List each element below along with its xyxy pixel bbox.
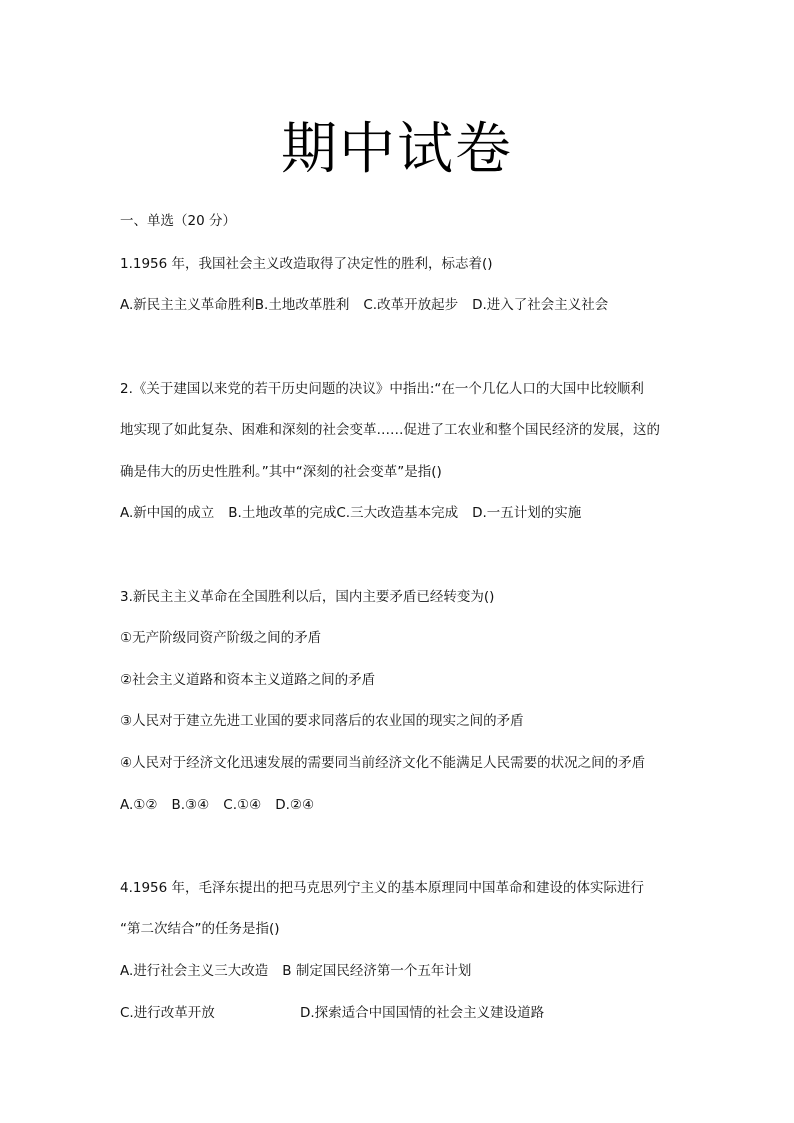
- q2-stem-line-2: 地实现了如此复杂、困难和深刻的社会变革……促进了工农业和整个国民经济的发展，这的: [120, 422, 660, 438]
- q3-item-1: ①无产阶级同资产阶级之间的矛盾: [120, 630, 322, 646]
- q3-option-a[interactable]: A.①②: [120, 797, 158, 813]
- q4-stem-line-2: “第二次结合”的任务是指(): [120, 921, 280, 937]
- q2-option-c[interactable]: C.三大改造基本完成: [336, 505, 459, 521]
- q4-option-a[interactable]: A.进行社会主义三大改造: [120, 963, 269, 979]
- q4-stem-line-1: 4.1956 年，毛泽东提出的把马克思列宁主义的基本原理同中国革命和建设的体实际进行: [120, 880, 645, 896]
- q2-options: [120, 503, 581, 523]
- q1-option-a[interactable]: A.新民主主义革命胜利: [120, 297, 255, 313]
- q3-option-b[interactable]: B.③④: [171, 797, 210, 813]
- q3-option-d[interactable]: D.②④: [275, 797, 315, 813]
- q2-option-a[interactable]: A.新中国的成立: [120, 505, 215, 521]
- q3-item-3: ③人民对于建立先进工业国的要求同落后的农业国的现实之间的矛盾: [120, 713, 524, 729]
- q3-stem: 3.新民主主义革命在全国胜利以后，国内主要矛盾已经转变为(): [120, 589, 495, 605]
- section-heading: 一、单选（20 分）: [120, 213, 236, 229]
- q4-option-c[interactable]: C.进行改革开放: [120, 1005, 215, 1021]
- q2-stem-line-1: 2.《关于建国以来党的若干历史问题的决议》中指出:“在一个几亿人口的大国中比较顺利: [120, 381, 644, 397]
- q1-options: [120, 295, 608, 315]
- q1-stem: 1.1956 年，我国社会主义改造取得了决定性的胜利，标志着(): [120, 256, 493, 272]
- q1-option-b[interactable]: B.土地改革胜利: [254, 297, 350, 313]
- q4-options-row-2: [120, 1003, 544, 1023]
- q1-option-d[interactable]: D.进入了社会主义社会: [472, 297, 609, 313]
- q3-option-c[interactable]: C.①④: [223, 797, 262, 813]
- q4-option-d[interactable]: D.探索适合中国国情的社会主义建设道路: [300, 1005, 545, 1021]
- q4-option-b[interactable]: B 制定国民经济第一个五年计划: [282, 963, 472, 979]
- q2-option-b[interactable]: B.土地改革的完成: [228, 505, 337, 521]
- q4-options-row-1: [120, 961, 471, 981]
- q3-options: [120, 795, 314, 815]
- page-title: 期中试卷: [281, 117, 513, 182]
- q1-option-c[interactable]: C.改革开放起步: [363, 297, 459, 313]
- q3-item-2: ②社会主义道路和资本主义道路之间的矛盾: [120, 672, 376, 688]
- q2-stem-line-3: 确是伟大的历史性胜利。”其中“深刻的社会变革”是指(): [120, 464, 442, 480]
- q2-option-d[interactable]: D.一五计划的实施: [472, 505, 582, 521]
- q3-item-4: ④人民对于经济文化迅速发展的需要同当前经济文化不能满足人民需要的状况之间的矛盾: [120, 755, 646, 771]
